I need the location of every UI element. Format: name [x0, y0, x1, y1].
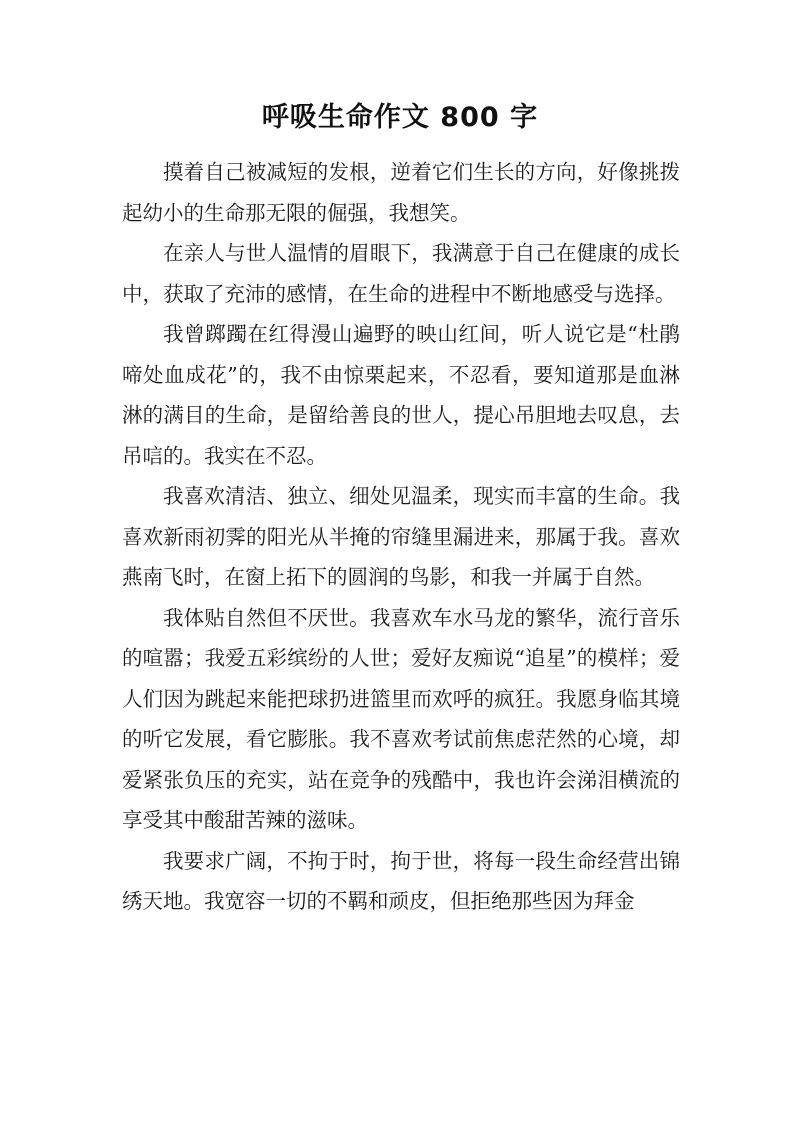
paragraph-4: 我喜欢清洁、独立、细处见温柔，现实而丰富的生命。我喜欢新雨初霁的阳光从半掩的帘缝里漏进来，那属于我。喜欢燕南飞时，在窗上拓下的圆润的鸟影，和我一并属于自然。: [122, 484, 680, 589]
paragraph-6: 我要求广阔，不拘于时，拘于世，将每一段生命经营出锦绣天地。我宽容一切的不羁和顽皮，但拒绝那些因为拜金: [122, 848, 680, 913]
document-title: 呼吸生命作文 800 字: [261, 102, 539, 133]
paragraph-5: 我体贴自然但不厌世。我喜欢车水马龙的繁华，流行音乐的喧嚣；我爱五彩缤纷的人世；爱好友痴说“追星”的模样；爱人们因为跳起来能把球扔进篮里而欢呼的疯狂。我愿身临其境的听它发展，看它膨胀。我不喜欢考试前焦虑茫然的心境，却爱紧张负压的充实，站在竞争的残酷中，我也许会涕泪横流的享受其中酸甜苦辣的滋味。: [122, 605, 680, 832]
paragraph-1: 摸着自己被减短的发根，逆着它们生长的方向，好像挑拨起幼小的生命那无限的倔强，我想笑。: [122, 160, 680, 225]
document-body: [122, 152, 680, 922]
paragraph-3: 我曾踯躅在红得漫山遍野的映山红间，听人说它是“杜鹃啼处血成花”的，我不由惊栗起来，不忍看，要知道那是血淋淋的满目的生命，是留给善良的世人，提心吊胆地去叹息，去吊唁的。我实在不忍。: [122, 322, 680, 468]
paragraph-2: 在亲人与世人温情的眉眼下，我满意于自己在健康的成长中，获取了充沛的感情，在生命的进程中不断地感受与选择。: [122, 241, 680, 306]
